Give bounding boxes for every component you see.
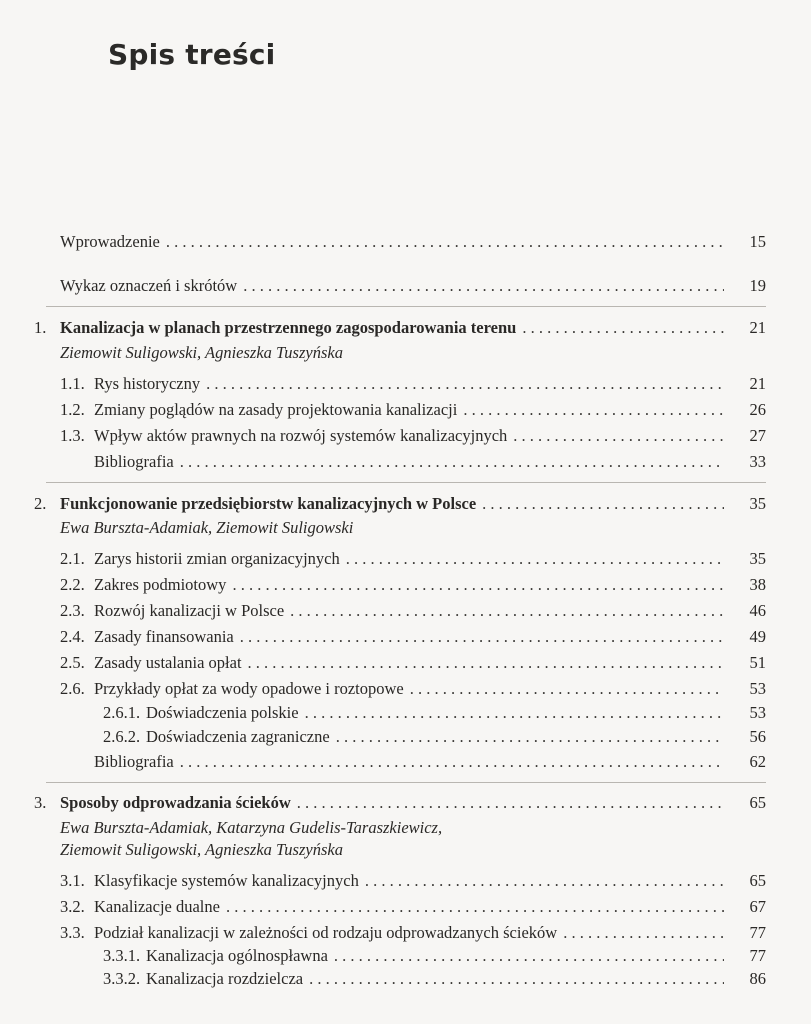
toc-section-label: Bibliografia: [94, 452, 174, 471]
toc-subsection-page: 86: [749, 969, 766, 988]
toc-section: [60, 679, 766, 699]
chapter-authors: Ewa Burszta-Adamiak, Ziemowit Suligowski: [60, 518, 354, 537]
toc-section-number: 2.5.: [60, 653, 85, 672]
toc-section-number: 1.3.: [60, 426, 85, 445]
toc-section-page: 46: [749, 601, 766, 620]
toc-section-label: Podział kanalizacji w zależności od rodzaju odprowadzanych ścieków: [94, 923, 558, 942]
section-divider: [46, 306, 766, 307]
leader-dots: [206, 374, 724, 394]
chapter-authors: Ziemowit Suligowski, Agnieszka Tuszyńska: [60, 840, 343, 859]
toc-section: [60, 601, 766, 621]
toc-subsection-page: 56: [749, 727, 766, 746]
page-title: Spis treści: [108, 38, 276, 71]
toc-subsection-number: 3.3.2.: [103, 969, 141, 988]
leader-dots: [482, 494, 724, 514]
toc-section-number: 2.2.: [60, 575, 85, 594]
toc-chapter-number: 2.: [34, 494, 47, 513]
toc-section: [60, 923, 766, 943]
section-divider: [46, 482, 766, 483]
leader-dots: [297, 793, 724, 813]
toc-section: [60, 897, 766, 917]
toc-section-label: Rys historyczny: [94, 374, 201, 393]
chapter-authors: Ewa Burszta-Adamiak, Katarzyna Gudelis-Taraszkiewicz,: [60, 818, 443, 837]
toc-section: [60, 871, 766, 891]
toc-section-page: 27: [749, 426, 766, 445]
toc-section-number: 1.2.: [60, 400, 85, 419]
toc-section-label: Zakres podmiotowy: [94, 575, 227, 594]
toc-chapter-number: 1.: [34, 318, 47, 337]
toc-subsection: [103, 969, 766, 989]
toc-subsection-label: Doświadczenia zagraniczne: [146, 727, 330, 746]
toc-chapter-page: 65: [749, 793, 766, 812]
leader-dots: [522, 318, 724, 338]
leader-dots: [243, 276, 724, 296]
toc-subsection-page: 77: [749, 946, 766, 965]
toc-section-label: Klasyfikacje systemów kanalizacyjnych: [94, 871, 359, 890]
toc-section-page: 51: [749, 653, 766, 672]
toc-section-number: 2.1.: [60, 549, 85, 568]
toc-section-page: 53: [749, 679, 766, 698]
toc-section-label: Zmiany poglądów na zasady projektowania kanalizacji: [94, 400, 458, 419]
leader-dots: [248, 653, 724, 673]
toc-chapter-page: 35: [749, 494, 766, 513]
toc-section-page: 77: [749, 923, 766, 942]
leader-dots: [180, 452, 724, 472]
toc-section-label: Rozwój kanalizacji w Polsce: [94, 601, 285, 620]
leader-dots: [365, 871, 724, 891]
toc-subsection-label: Kanalizacja ogólnospławna: [146, 946, 328, 965]
leader-dots: [290, 601, 724, 621]
toc-subsection-label: Kanalizacja rozdzielcza: [146, 969, 304, 988]
toc-section-number: 3.3.: [60, 923, 85, 942]
toc-subsection-number: 2.6.1.: [103, 703, 141, 722]
toc-chapter-1: [34, 318, 766, 338]
toc-section-page: 33: [749, 452, 766, 471]
leader-dots: [166, 232, 724, 252]
toc-chapter-2: [34, 494, 766, 514]
leader-dots: [563, 923, 724, 943]
toc-section: [60, 549, 766, 569]
toc-section-page: 65: [749, 871, 766, 890]
toc-section: [60, 627, 766, 647]
toc-chapter-3: [34, 793, 766, 813]
toc-section-page: 21: [749, 374, 766, 393]
toc-chapter-label: Funkcjonowanie przedsiębiorstw kanalizacyjnych w Polsce: [60, 494, 477, 513]
leader-dots: [513, 426, 724, 446]
toc-section-page: 49: [749, 627, 766, 646]
chapter-authors: Ziemowit Suligowski, Agnieszka Tuszyńska: [60, 343, 343, 362]
toc-section-number: 2.3.: [60, 601, 85, 620]
toc-subsection-page: 53: [749, 703, 766, 722]
toc-chapter-label: Sposoby odprowadzania ścieków: [60, 793, 291, 812]
toc-subsection-label: Doświadczenia polskie: [146, 703, 299, 722]
leader-dots: [309, 969, 724, 989]
toc-section-label: Zarys historii zmian organizacyjnych: [94, 549, 340, 568]
leader-dots: [410, 679, 724, 699]
toc-entry-abbreviations: [60, 276, 766, 296]
toc-section-number: 3.2.: [60, 897, 85, 916]
leader-dots: [226, 897, 724, 917]
toc-chapter-label: Kanalizacja w planach przestrzennego zagospodarowania terenu: [60, 318, 517, 337]
toc-section-label: Wpływ aktów prawnych na rozwój systemów kanalizacyjnych: [94, 426, 508, 445]
toc-section: [60, 575, 766, 595]
leader-dots: [180, 752, 724, 772]
toc-chapter-number: 3.: [34, 793, 47, 812]
toc-section-number: 2.6.: [60, 679, 85, 698]
toc-section: [60, 653, 766, 673]
section-divider: [46, 782, 766, 783]
toc-section-label: Zasady ustalania opłat: [94, 653, 242, 672]
toc-section-page: 35: [749, 549, 766, 568]
toc-section-number: 1.1.: [60, 374, 85, 393]
toc-entry-label: Wykaz oznaczeń i skrótów: [60, 276, 238, 295]
toc-section-label: Przykłady opłat za wody opadowe i roztopowe: [94, 679, 404, 698]
toc-section-number: 3.1.: [60, 871, 85, 890]
toc-section: [60, 400, 766, 420]
toc-entry-page: 19: [749, 276, 766, 295]
toc-subsection-number: 2.6.2.: [103, 727, 141, 746]
toc-subsection: [103, 727, 766, 747]
leader-dots: [334, 946, 724, 966]
toc-entry-label: Wprowadzenie: [60, 232, 160, 251]
toc-subsection: [103, 703, 766, 723]
toc-entry-introduction: [60, 232, 766, 252]
toc-section-page: 67: [749, 897, 766, 916]
toc-section: [60, 374, 766, 394]
toc-bibliography: [94, 452, 766, 472]
toc-entry-page: 15: [749, 232, 766, 251]
toc-section-label: Bibliografia: [94, 752, 174, 771]
leader-dots: [305, 703, 724, 723]
leader-dots: [463, 400, 724, 420]
toc-section-page: 38: [749, 575, 766, 594]
toc-bibliography: [94, 752, 766, 772]
leader-dots: [240, 627, 724, 647]
toc-section-page: 26: [749, 400, 766, 419]
toc-section-number: 2.4.: [60, 627, 85, 646]
leader-dots: [336, 727, 724, 747]
leader-dots: [232, 575, 724, 595]
toc-section-label: Kanalizacje dualne: [94, 897, 220, 916]
toc-subsection-number: 3.3.1.: [103, 946, 141, 965]
toc-section-page: 62: [749, 752, 766, 771]
toc-chapter-page: 21: [749, 318, 766, 337]
toc-section-label: Zasady finansowania: [94, 627, 234, 646]
toc-subsection: [103, 946, 766, 966]
toc-section: [60, 426, 766, 446]
leader-dots: [346, 549, 724, 569]
